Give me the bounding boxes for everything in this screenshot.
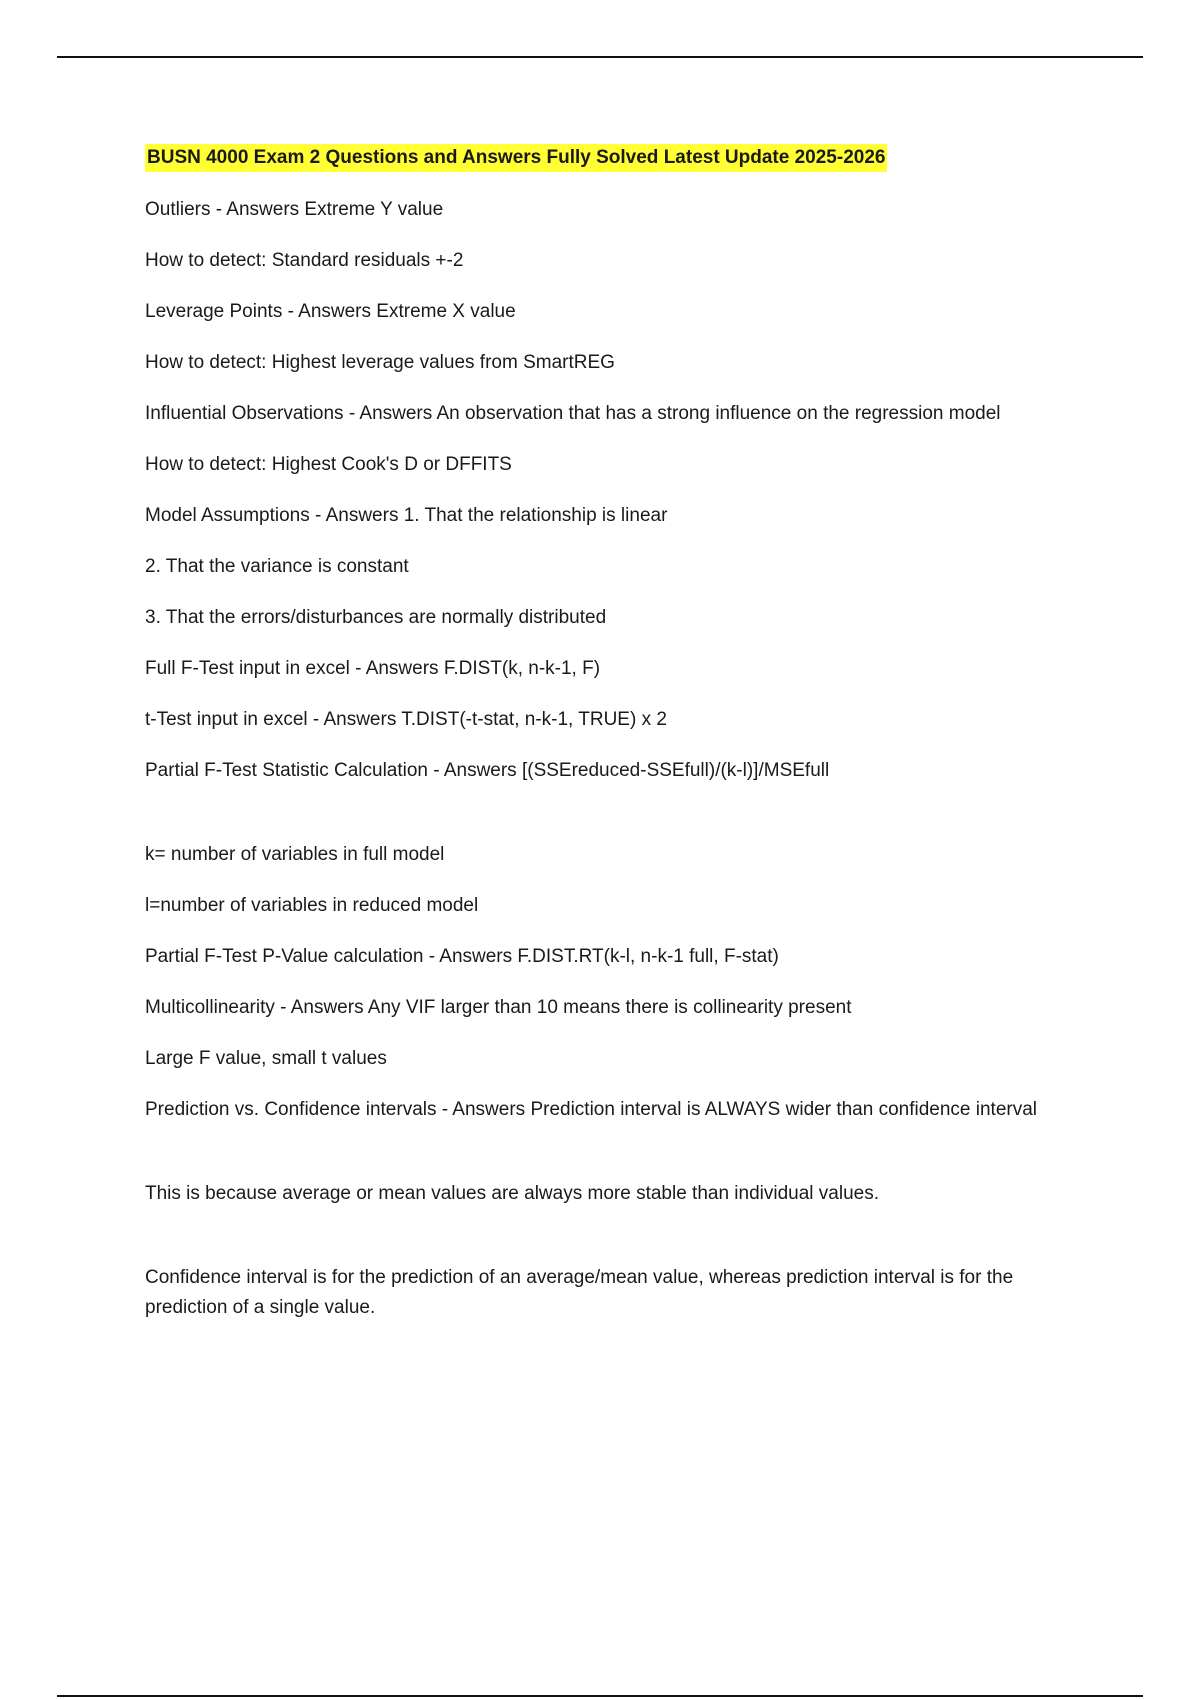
document-body	[145, 144, 1095, 1344]
paragraph: t-Test input in excel - Answers T.DIST(-t-stat, n-k-1, TRUE) x 2	[145, 709, 667, 730]
footer-rule	[57, 1695, 1143, 1697]
paragraph: How to detect: Standard residuals +-2	[145, 250, 464, 271]
paragraph: Partial F-Test Statistic Calculation - Answers [(SSEreduced-SSEfull)/(k-l)]/MSEfull	[145, 760, 830, 781]
document-title: BUSN 4000 Exam 2 Questions and Answers Fully Solved Latest Update 2025-2026	[145, 144, 887, 172]
paragraph: How to detect: Highest leverage values from SmartREG	[145, 352, 615, 373]
paragraph: Prediction vs. Confidence intervals - Answers Prediction interval is ALWAYS wider than confidence interval	[145, 1099, 1038, 1120]
paragraph: Large F value, small t values	[145, 1048, 387, 1069]
paragraph: Leverage Points - Answers Extreme X value	[145, 301, 516, 322]
paragraph: 2. That the variance is constant	[145, 556, 409, 577]
header-rule	[57, 56, 1143, 58]
paragraph: k= number of variables in full model	[145, 844, 445, 865]
paragraph: Full F-Test input in excel - Answers F.DIST(k, n-k-1, F)	[145, 658, 601, 679]
paragraph: Outliers - Answers Extreme Y value	[145, 199, 444, 220]
paragraph: How to detect: Highest Cook's D or DFFITS	[145, 454, 512, 475]
paragraph: Model Assumptions - Answers 1. That the relationship is linear	[145, 505, 668, 526]
paragraph: Confidence interval is for the prediction of an average/mean value, whereas prediction interval is for the prediction of a single value.	[145, 1267, 1014, 1318]
paragraph: Influential Observations - Answers An observation that has a strong influence on the regression model	[145, 403, 1001, 424]
paragraph: Multicollinearity - Answers Any VIF larger than 10 means there is collinearity present	[145, 997, 852, 1018]
paragraph: l=number of variables in reduced model	[145, 895, 479, 916]
paragraph: Partial F-Test P-Value calculation - Answers F.DIST.RT(k-l, n-k-1 full, F-stat)	[145, 946, 779, 967]
paragraph: 3. That the errors/disturbances are normally distributed	[145, 607, 607, 628]
paragraph: This is because average or mean values are always more stable than individual values.	[145, 1183, 880, 1204]
